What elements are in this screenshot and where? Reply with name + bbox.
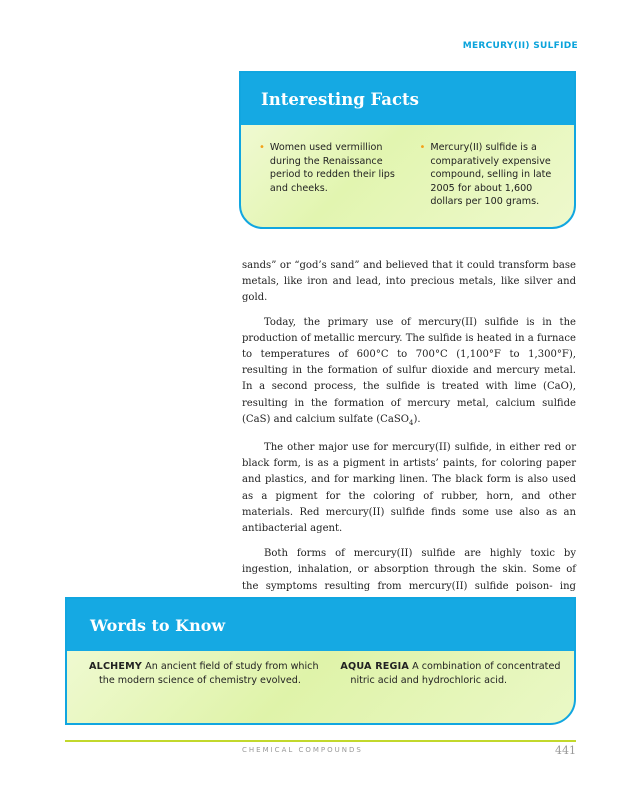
- words-title: Words to Know: [90, 615, 226, 635]
- interesting-facts-box: [239, 71, 576, 229]
- paragraph-text: Today, the primary use of mercury(II) sulfide is in the production of metallic mercury. The sulfide is heated in a furnace to temperatures of 600°C to 700°C (1,100°F to 1,300°F), resulting in the formation of sulfur dioxide and mercury metal. In a second process, the sulfide is treated with lime (CaO), resulting in the formation of mercury metal, calcium sulfide (CaS) and calcium sulfate (CaSO: [242, 316, 576, 425]
- fact-text: Women used vermillion during the Renaissance period to redden their lips and cheeks.: [269, 142, 395, 194]
- fact-text: Mercury(II) sulfide is a comparatively expensive compound, selling in late 2005 for about 1,600 dollars per 100 grams.: [430, 142, 552, 207]
- words-header: [67, 599, 574, 651]
- paragraph: The other major use for mercury(II) sulfide, in either red or black form, is as a pigment in artists’ paints, for coloring paper and plastics, and for marking linen. The black form is also used as a pigment for the coloring of rubber, horn, and other materials. Red mercury(II) sulfide finds some use also as an antibacterial agent.: [242, 442, 576, 535]
- glossary-definition: An ancient field of study from which the modern science of chemistry evolved.: [99, 661, 319, 687]
- body-text: [242, 258, 576, 620]
- facts-list: [241, 125, 574, 209]
- fact-item: [259, 141, 405, 209]
- footer-rule: [65, 740, 576, 742]
- facts-header: [241, 73, 574, 125]
- glossary-entry: [89, 660, 322, 688]
- glossary-definition: A combination of concentrated nitric acid and hydrochloric acid.: [350, 661, 561, 687]
- words-to-know-box: [65, 597, 576, 725]
- fact-item: [419, 141, 560, 209]
- facts-title: Interesting Facts: [261, 89, 419, 109]
- footer-label: CHEMICAL COMPOUNDS: [242, 746, 363, 754]
- glossary: [67, 651, 574, 688]
- glossary-entry: [340, 660, 564, 688]
- glossary-term: ALCHEMY: [89, 661, 143, 672]
- bullet-icon: •: [259, 142, 265, 153]
- subscript: 4: [408, 418, 414, 427]
- paragraph: sands” or “god’s sand” and believed that it could transform base metals, like iron and lead, into precious metals, like silver and gold.: [242, 260, 576, 304]
- glossary-term: AQUA REGIA: [340, 661, 410, 672]
- paragraph: [242, 315, 576, 431]
- bullet-icon: •: [419, 142, 426, 153]
- page-number: 441: [555, 744, 576, 757]
- paragraph: Both forms of mercury(II) sulfide are highly toxic by ingestion, inhalation, or absorption through the skin. Some of the symptoms resulting from mercury(II) sulfide poison- ing: [242, 548, 576, 592]
- paragraph-end: ).: [413, 413, 421, 425]
- running-head: MERCURY(II) SULFIDE: [462, 41, 578, 51]
